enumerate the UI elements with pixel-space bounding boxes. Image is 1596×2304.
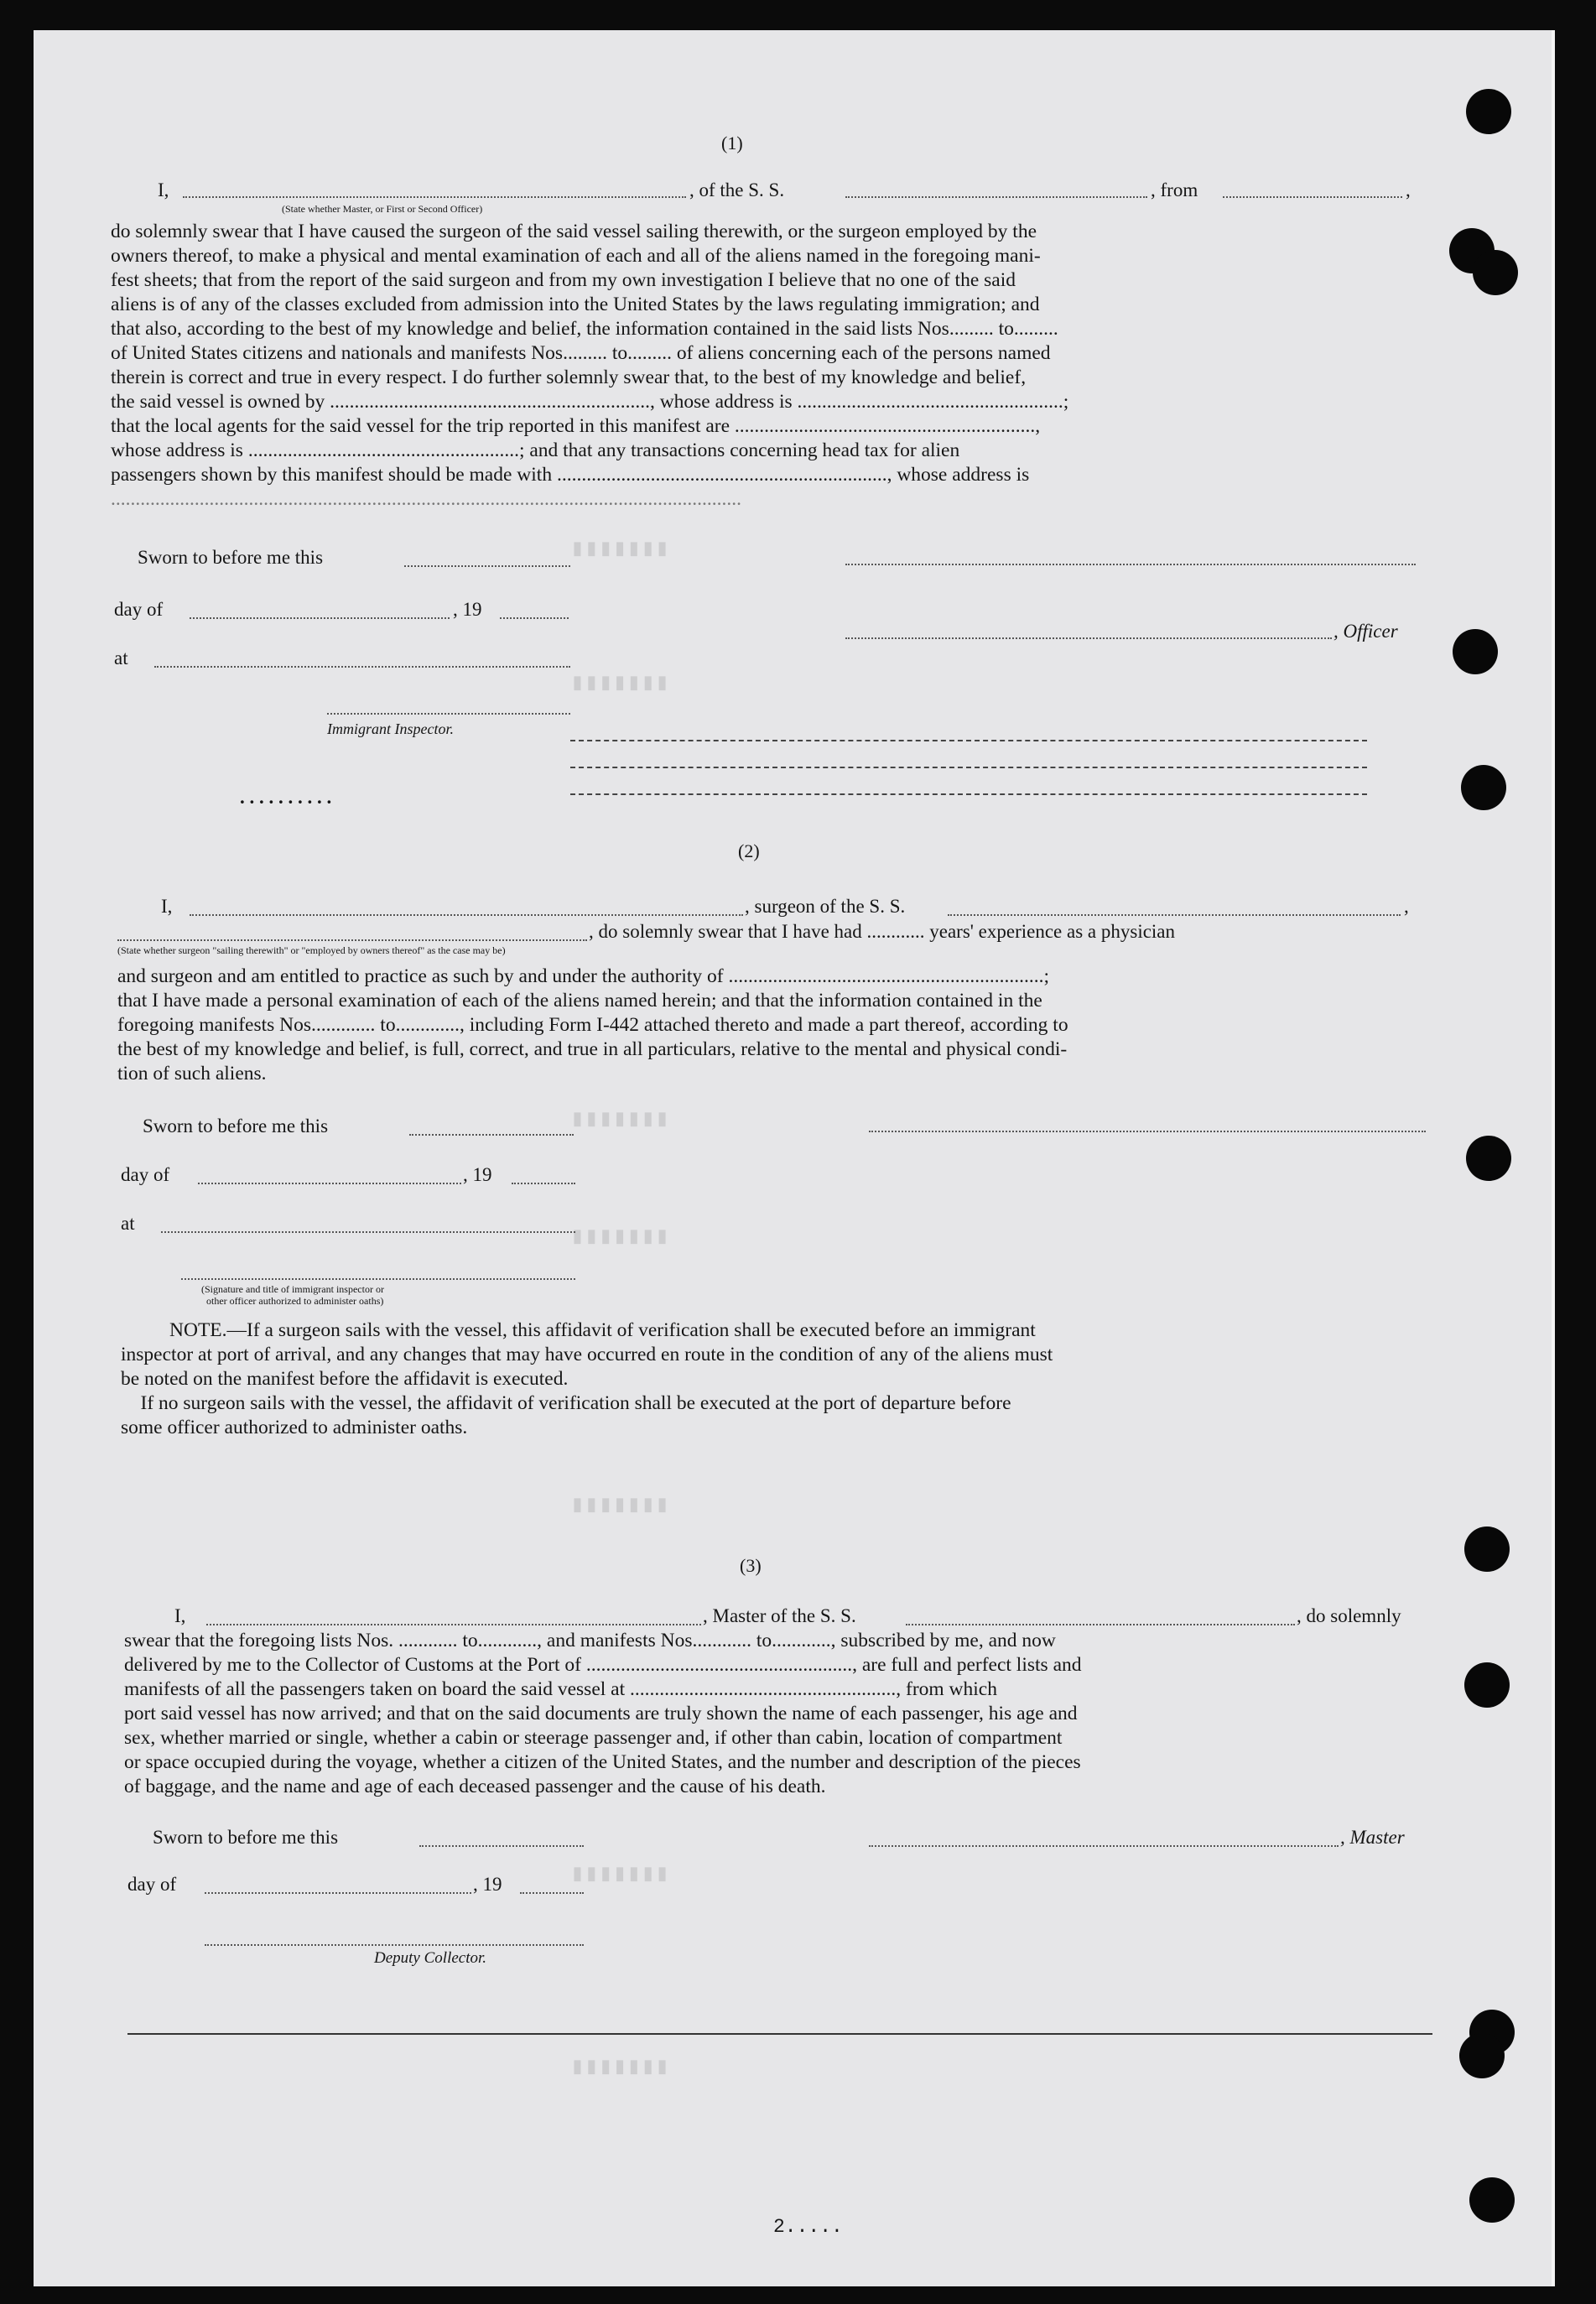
punch-hole (1464, 1526, 1510, 1572)
section-1-line: passengers shown by this manifest should be made with ..................................................................., whose address is (111, 464, 1030, 486)
struck-line (570, 767, 1367, 768)
show-through-mark: ▮▮▮▮▮▮▮ (570, 1862, 670, 1888)
punch-hole (1453, 629, 1498, 674)
section-1-line: that also, according to the best of my knowledge and belief, the information contained in the said lists Nos......... to......... (111, 318, 1058, 340)
blank-master-signature[interactable] (869, 1845, 1339, 1847)
section-1-stamp-dots: . . . . . . . . . . (240, 787, 332, 808)
show-through-mark: ▮▮▮▮▮▮▮ (570, 1225, 670, 1251)
section-1-caption: (State whether Master, or First or Second Officer) (282, 203, 483, 215)
blank-surgeon-type[interactable] (117, 939, 587, 941)
section-3-sworn-label: Sworn to before me this (153, 1827, 339, 1848)
blank-at-place-2[interactable] (161, 1231, 575, 1233)
section-1-inspector-label: Immigrant Inspector. (327, 720, 454, 737)
section-1-line: whose address is .......................................................; and that any transactions concerning head tax for alien (111, 439, 960, 461)
blank-officer-title[interactable] (845, 637, 1332, 639)
section-1-officer-label: , Officer (1333, 621, 1398, 642)
show-through-mark: ▮▮▮▮▮▮▮ (570, 671, 670, 697)
section-1-line: owners thereof, to make a physical and mental examination of each and all of the aliens named in the foregoing mani- (111, 245, 1041, 267)
struck-line (570, 793, 1367, 795)
blank-surgeon-name[interactable] (190, 914, 743, 916)
blank-from-port[interactable] (1223, 196, 1402, 198)
section-1-line: of United States citizens and nationals and manifests Nos......... to......... of aliens concerning each of the persons named (111, 342, 1051, 364)
blank-surgeon-vessel[interactable] (948, 914, 1401, 916)
section-1-line: aliens is of any of the classes excluded from admission into the United States by the laws regulating immigration; and (111, 294, 1040, 315)
note-line: NOTE.—If a surgeon sails with the vessel, this affidavit of verification shall be executed before an immigrant (169, 1319, 1036, 1341)
blank-vessel-name[interactable] (845, 196, 1147, 198)
section-3-line: sex, whether married or single, whether a cabin or steerage passenger and, if other than cabin, location of compartment (124, 1727, 1063, 1749)
form-page (34, 30, 1555, 2286)
section-2-line: tion of such aliens. (117, 1063, 267, 1084)
section-2-at-label: at (121, 1213, 135, 1234)
section-3-line: delivered by me to the Collector of Customs at the Port of ......................................................, are full and perfect lists and (124, 1654, 1082, 1676)
section-2-sig-caption: (Signature and title of immigrant inspector or (201, 1283, 384, 1295)
section-1-at-label: at (114, 648, 128, 668)
section-3-line: manifests of all the passengers taken on board the said vessel at ......................................................, from which (124, 1678, 997, 1700)
section-1-from-label: , from (1151, 179, 1198, 200)
section-1-line: do solemnly swear that I have caused the surgeon of the said vessel sailing therewith, or the surgeon employed by the (111, 221, 1037, 242)
show-through-mark: ▮▮▮▮▮▮▮ (570, 1107, 670, 1133)
section-1-line: therein is correct and true in every respect. I do further solemnly swear that, to the best of my knowledge and belief, (111, 367, 1027, 388)
section-3-deputy-label: Deputy Collector. (374, 1949, 487, 1967)
note-line: inspector at port of arrival, and any changes that may have occurred en route in the condition of any of the aliens must (121, 1344, 1053, 1365)
page-number-mark: 2..... (773, 2216, 843, 2238)
blank-officer-signature-2[interactable] (181, 1278, 575, 1280)
blank-year-3[interactable] (520, 1892, 584, 1894)
note-line: be noted on the manifest before the affidavit is executed. (121, 1368, 569, 1390)
section-2-line: foregoing manifests Nos............. to............., including Form I-442 attached thereto and made a part thereof, according to (117, 1014, 1068, 1036)
section-1-year-label: , 19 (453, 599, 482, 620)
blank-officer-signature[interactable] (845, 564, 1416, 565)
blank-master-vessel[interactable] (906, 1624, 1295, 1625)
section-2-line: and surgeon and am entitled to practice as such by and under the authority of ................................................................; (117, 965, 1050, 987)
section-3-master-of-label: , Master of the S. S. (703, 1605, 856, 1626)
section-2-swear-line: , do solemnly swear that I have had ............ years' experience as a physician (589, 921, 1176, 942)
section-1-number: (1) (721, 133, 743, 153)
section-1-line: fest sheets; that from the report of the said surgeon and from my own investigation I believe that no one of the said (111, 269, 1016, 291)
section-3-year-label: , 19 (473, 1874, 502, 1895)
blank-year-2[interactable] (512, 1183, 575, 1184)
blank-day-of-2[interactable] (198, 1183, 461, 1184)
blank-at-place[interactable] (154, 666, 570, 668)
section-3-line: port said vessel has now arrived; and that on the said documents are truly shown the name of each passenger, his age and (124, 1703, 1078, 1724)
blank-officer-name[interactable] (183, 196, 686, 198)
section-2-line: that I have made a personal examination of each of the aliens named herein; and that the information contained in the (117, 990, 1042, 1012)
show-through-mark: ▮▮▮▮▮▮▮ (570, 537, 670, 563)
section-2-number: (2) (738, 840, 760, 861)
note-line: some officer authorized to administer oaths. (121, 1417, 468, 1438)
section-1-of-ss-label: , of the S. S. (689, 179, 785, 200)
struck-line (570, 740, 1367, 741)
section-1-sworn-label: Sworn to before me this (138, 547, 324, 568)
section-3-i-label: I, (174, 1605, 186, 1626)
section-2-year-label: , 19 (463, 1164, 492, 1185)
section-3-master-label: , Master (1340, 1827, 1405, 1848)
punch-hole (1466, 1136, 1511, 1181)
section-1-line: ................................................................................................................................ (111, 488, 741, 510)
show-through-mark: ▮▮▮▮▮▮▮ (570, 2055, 670, 2081)
punch-hole (1469, 2177, 1515, 2223)
section-1-line: that the local agents for the said vessel for the trip reported in this manifest are ............................................................., (111, 415, 1041, 437)
punch-hole (1466, 89, 1511, 134)
blank-inspector-signature-2[interactable] (869, 1131, 1426, 1132)
section-1-comma: , (1406, 179, 1411, 200)
blank-year[interactable] (500, 617, 569, 619)
section-2-day-of-label: day of (121, 1164, 170, 1185)
section-3-line: of baggage, and the name and age of each deceased passenger and the cause of his death. (124, 1776, 826, 1797)
section-2-sworn-label: Sworn to before me this (143, 1116, 329, 1136)
blank-master-name[interactable] (206, 1624, 701, 1625)
bottom-rule (127, 2033, 1432, 2035)
section-3-day-of-label: day of (127, 1874, 177, 1895)
blank-sworn-date-3[interactable] (419, 1845, 584, 1847)
blank-day-of-3[interactable] (205, 1892, 471, 1894)
blank-inspector-signature[interactable] (327, 713, 570, 715)
section-1-day-of-label: day of (114, 599, 164, 620)
punch-hole (1473, 250, 1518, 295)
section-2-i-label: I, (161, 896, 173, 917)
section-2-caption: (State whether surgeon "sailing therewith" or "employed by owners thereof" as the case may be) (117, 944, 506, 956)
section-2-sig-caption: other officer authorized to administer oaths) (206, 1295, 384, 1307)
section-1-line: the said vessel is owned by ................................................................., whose address is ......................................................; (111, 391, 1069, 413)
section-3-solemnly-label: , do solemnly (1297, 1605, 1401, 1626)
section-3-line: or space occupied during the voyage, whether a citizen of the United States, and the number and description of the pieces (124, 1751, 1081, 1773)
note-line: If no surgeon sails with the vessel, the affidavit of verification shall be executed at the port of departure before (121, 1392, 1011, 1414)
section-3-line: swear that the foregoing lists Nos. ............ to............, and manifests Nos............ to............, subscribed by me, and now (124, 1630, 1056, 1651)
section-3-number: (3) (740, 1555, 762, 1576)
blank-sworn-date[interactable] (404, 565, 570, 567)
section-2-line: the best of my knowledge and belief, is full, correct, and true in all particulars, relative to the mental and physical condi- (117, 1038, 1068, 1060)
punch-hole (1459, 2033, 1505, 2078)
blank-sworn-date-2[interactable] (409, 1134, 574, 1136)
punch-hole (1461, 765, 1506, 810)
show-through-mark: ▮▮▮▮▮▮▮ (570, 1493, 670, 1519)
section-1-i-label: I, (158, 179, 169, 200)
section-2-surgeon-label: , surgeon of the S. S. (745, 896, 906, 917)
punch-hole (1464, 1662, 1510, 1708)
section-2-comma: , (1404, 896, 1409, 917)
blank-day-of[interactable] (190, 617, 450, 619)
